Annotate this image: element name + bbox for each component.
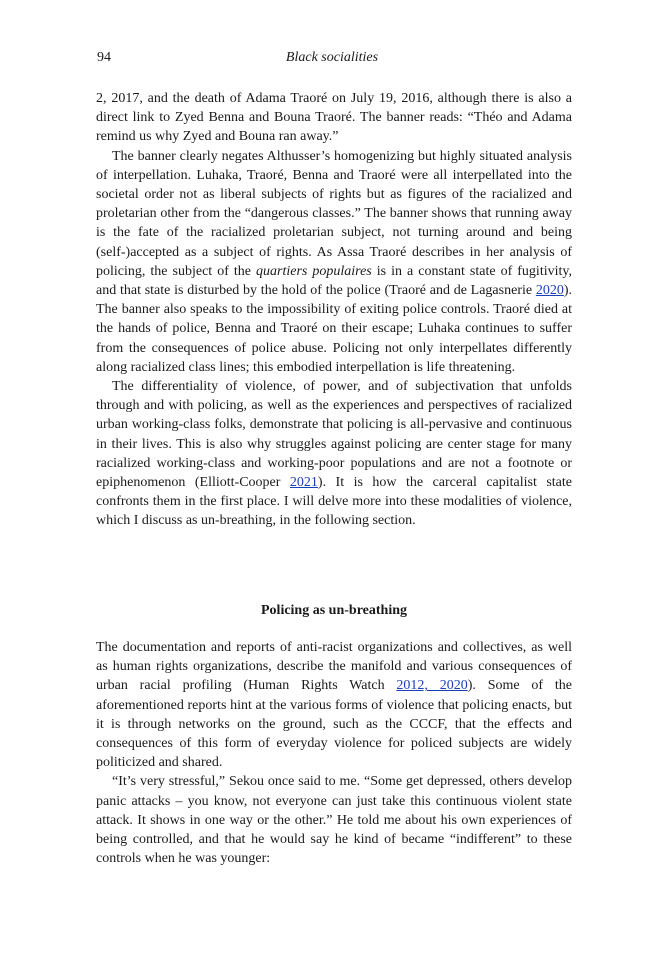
body-text-bottom	[96, 638, 572, 868]
running-title: Black socialities	[285, 50, 379, 65]
text-run: The banner clearly negates Althusser’s homogenizing but highly situated analysis of interpellation. Luhaka, Traoré, Benna and Traoré were all interpellated into the societal order not as liberal subjects of rights but as figures of the racialized and proletarian other from the “dangerous classes.” The banner shows that running away is the fate of the racialized proletarian subject, not turning around and being (self-)accepted as a subject of rights. As Assa Traoré describes in her analysis of policing, the subject of the	[96, 148, 572, 279]
paragraph	[96, 772, 572, 868]
paragraph	[96, 638, 572, 772]
text-run: 2, 2017, and the death of Adama Traoré on July 19, 2016, although there is also a direct link to Zyed Benna and Bouna Traoré. The banner reads: “Théo and Adama remind us why Zyed and Bouna ran away.”	[96, 91, 572, 145]
text-run: is in a constant state of fugitivity, and that state is disturbed by the hold of the police (Traoré and de Lagasnerie	[96, 263, 572, 299]
citation-link[interactable]: 2020	[535, 283, 564, 299]
text-run: ). It is how the carceral capitalist state confronts them in the first place. I will delve more into these modalities of violence, which I discuss as un-breathing, in the following section.	[96, 475, 572, 529]
page-number: 94	[97, 50, 111, 65]
running-head	[97, 50, 567, 70]
body-text-top	[96, 89, 572, 531]
text-run: ). The banner also speaks to the impossibility of exiting police controls. Traoré died at the hands of police, Benna and Traoré on their escape; Luhaka continues to suffer from the consequences of police abuse. Policing not only interpellates differently along racialized class lines; this embodied interpellation is life threatening.	[96, 283, 572, 375]
paragraph	[96, 89, 572, 147]
citation-link[interactable]: 2021	[289, 475, 318, 491]
emphasis-text: quartiers populaires	[256, 263, 372, 279]
text-run: “It’s very stressful,” Sekou once said to me. “Some get depressed, others develop panic attacks – you know, not everyone can just take this continuous violent state attack. It shows in one way or the other.” He told me about his own experiences of being controlled, and that he would say he kind of became “indifferent” to these controls when he was younger:	[96, 774, 572, 867]
text-run: ). Some of the aforementioned reports hint at the various forms of violence that policing enacts, but it is through networks on the ground, such as the CCCF, that the effects and consequences of this form of everyday violence for policed subjects are widely politicized and shared.	[96, 678, 572, 771]
paragraph	[96, 377, 572, 531]
paragraph	[96, 147, 572, 377]
text-run: The documentation and reports of anti-racist organizations and collectives, as well as human rights organizations, describe the manifold and various consequences of urban racial profiling (Human Rights Watch	[96, 640, 572, 694]
text-run: The differentiality of violence, of power, and of subjectivation that unfolds through and with policing, as well as the experiences and perspectives of racialized urban working-class folks, demonstrate that policing is all-pervasive and continuous in their lives. This is also why struggles against policing are center stage for many racialized working-class and working-poor populations and are not a footnote or epiphenomenon (Elliott-Cooper	[96, 379, 572, 491]
section-heading: Policing as un-breathing	[261, 603, 407, 618]
citation-link[interactable]: 2012, 2020	[396, 678, 468, 694]
